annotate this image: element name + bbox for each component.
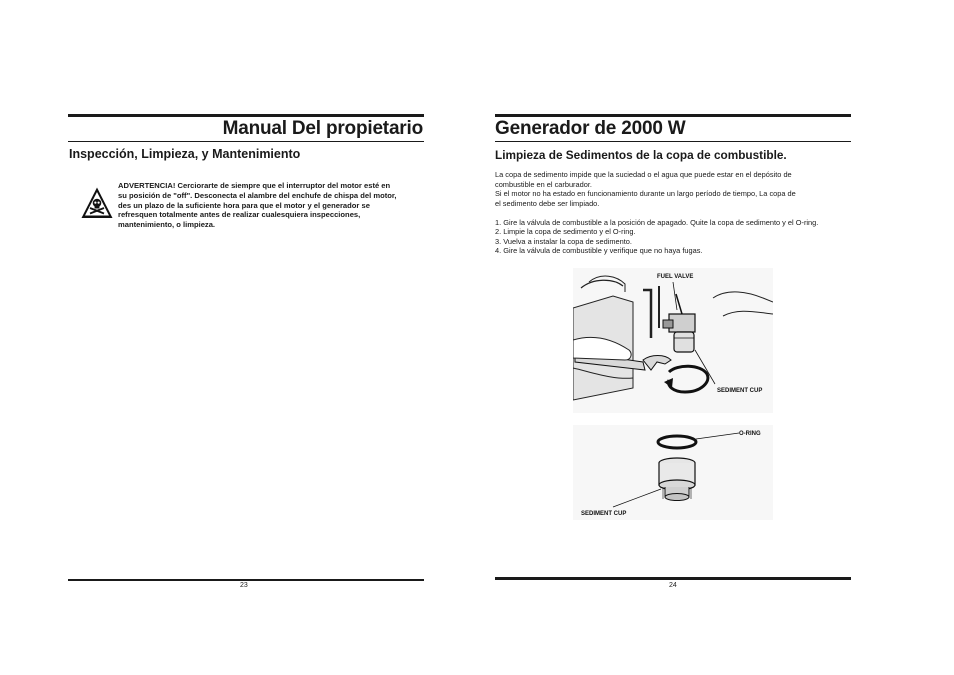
warning-line: ADVERTENCIA! Cerciorarte de siempre que el interruptor del motor esté en: [118, 181, 391, 190]
paragraph-line: Si el motor no ha estado en funcionamiento durante un largo período de tiempo, La copa de: [495, 189, 796, 198]
paragraph-line: el sedimento debe ser limpiado.: [495, 199, 600, 208]
right-bottom-rule: [495, 577, 851, 580]
left-bottom-rule: [68, 579, 424, 581]
step-item: 3. Vuelva a instalar la copa de sedimento.: [495, 237, 632, 246]
right-title-underline: [495, 141, 851, 142]
warning-text: [118, 181, 430, 230]
left-top-rule: [68, 114, 424, 117]
left-section-title: Inspección, Limpieza, y Mantenimiento: [69, 147, 301, 161]
paragraph-line: combustible en el carburador.: [495, 180, 592, 189]
paragraph-line: La copa de sedimento impide que la suciedad o el agua que puede estar en el depósito de: [495, 170, 792, 179]
warning-line: refresquen totalmente antes de realizar cualesquiera inspecciones,: [118, 210, 361, 220]
fuel-valve-illustration: [573, 268, 773, 413]
right-section-title: Limpieza de Sedimentos de la copa de combustible.: [495, 148, 787, 162]
sediment-cup-label: SEDIMENT CUP: [717, 388, 763, 394]
left-page-title: Manual Del propietario: [222, 118, 423, 139]
skull-crossbones-hazard-icon: [80, 186, 114, 220]
sediment-cup-label: SEDIMENT CUP: [581, 511, 627, 517]
step-item: 1. Gire la válvula de combustible a la posición de apagado. Quite la copa de sedimento y el O-ring.: [495, 218, 819, 227]
fuel-valve-label: FUEL VALVE: [657, 274, 694, 280]
right-page-number: 24: [669, 582, 677, 589]
right-page-title: Generador de 2000 W: [495, 118, 686, 139]
warning-line: des un plazo de la suficiente hora para que el motor y el generador se: [118, 200, 370, 210]
step-item: 2. Limpie la copa de sedimento y el O-ring.: [495, 227, 636, 236]
warning-line: su posición de "off". Desconecta el alambre del enchufe de chispa del motor,: [118, 190, 397, 200]
left-page-number: 23: [240, 582, 248, 589]
warning-line: mantenimiento, o limpieza.: [118, 220, 216, 230]
right-top-rule: [495, 114, 851, 117]
step-item: 4. Gire la válvula de combustible y verifique que no haya fugas.: [495, 246, 703, 255]
sediment-cup-o-ring-illustration: [573, 425, 773, 520]
o-ring-label: O-RING: [739, 431, 761, 437]
left-title-underline: [68, 141, 424, 142]
